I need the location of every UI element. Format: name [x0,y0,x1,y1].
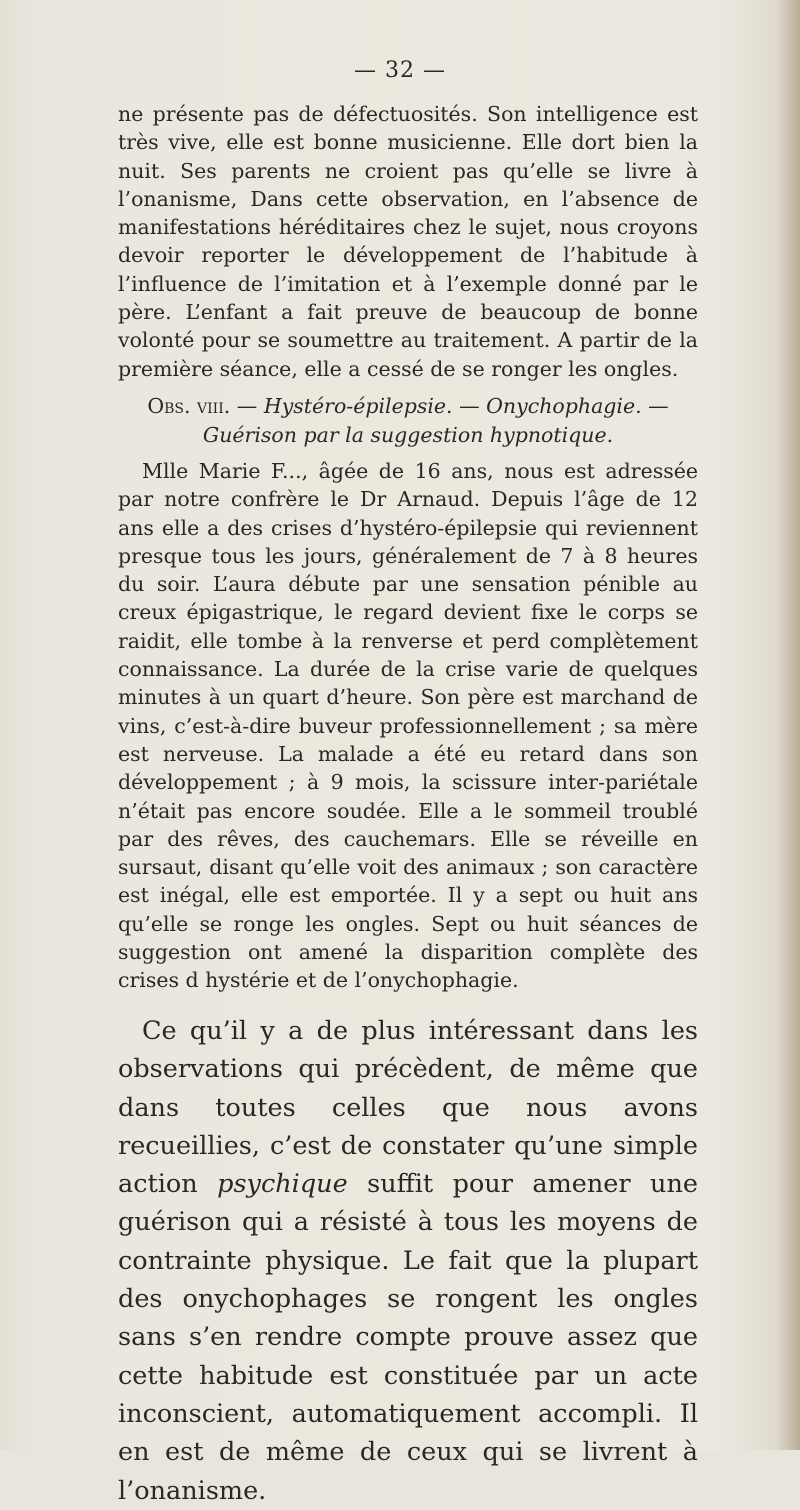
case-paragraph-block [118,457,698,995]
conclusion-paragraph-block [118,1012,698,1510]
observation-title-1: Hystéro-épilepsie. [263,394,453,418]
heading-separator: — [452,394,487,418]
heading-separator: — [641,394,669,418]
observation-title-2: Onychophagie. [486,394,642,418]
conclusion-italic-word: psychique [217,1169,348,1200]
page-number: — 32 — [354,58,446,83]
conclusion-text-end: suffit pour amener une guérison qui a résisté à tous les moyens de contrainte physique. Le fait que la plupart des onychophages se rongent les ongles sans s’en rendre compte prouve assez que cette habitude est constituée par un acte inconscient, automatiquement accompli. Il en est de même de ceux qui se livrent à l’onanisme. [118,1169,698,1506]
observation-heading [118,392,698,449]
observation-title-3: Guérison par la suggestion hypnotique. [202,422,614,447]
conclusion-text-start: Ce qu’il y a de plus intéressant dans les observations qui précèdent, de même que dans toutes celles que nous avons recueillies, c’est de constater qu’une simple action [118,1016,698,1200]
continuation-paragraph-block [118,100,698,383]
observation-label: Obs. viii. [147,394,231,418]
heading-separator: — [230,394,264,418]
continuation-paragraph: ne présente pas de défectuosités. Son intelligence est très vive, elle est bonne musicienne. Elle dort bien la nuit. Ses parents ne croient pas qu’elle se livre à l’onanisme, Dans cette observation, en l’absence de manifestations héréditaires chez le sujet, nous croyons devoir reporter le développement de l’habitude à l’influence de l’imitation et à l’exemple donné par le père. L’enfant a fait preuve de beaucoup de bonne volonté pour se soumettre au traitement. A partir de la première séance, elle a cessé de se ronger les ongles. [118,102,698,381]
case-paragraph: Mlle Marie F..., âgée de 16 ans, nous est adressée par notre confrère le Dr Arnaud. Depuis l’âge de 12 ans elle a des crises d’hystéro-épilepsie qui reviennent presque tous les jours, généralement de 7 à 8 heures du soir. L’aura débute par une sensation pénible au creux épigastrique, le regard devient fixe le corps se raidit, elle tombe à la renverse et perd complètement connaissance. La durée de la crise varie de quelques minutes à un quart d’heure. Son père est marchand de vins, c’est-à-dire buveur professionnellement ; sa mère est nerveuse. La malade a été eu retard dans son développement ; à 9 mois, la scissure inter-pariétale n’était pas encore soudée. Elle a le sommeil troublé par des rêves, des cauchemars. Elle se réveille en sursaut, disant qu’elle voit des animaux ; son caractère est inégal, elle est emportée. Il y a sept ou huit ans qu’elle se ronge les ongles. Sept ou huit séances de suggestion ont amené la disparition complète des crises d hystérie et de l’onychophagie. [118,459,698,993]
conclusion-paragraph [118,1012,698,1510]
